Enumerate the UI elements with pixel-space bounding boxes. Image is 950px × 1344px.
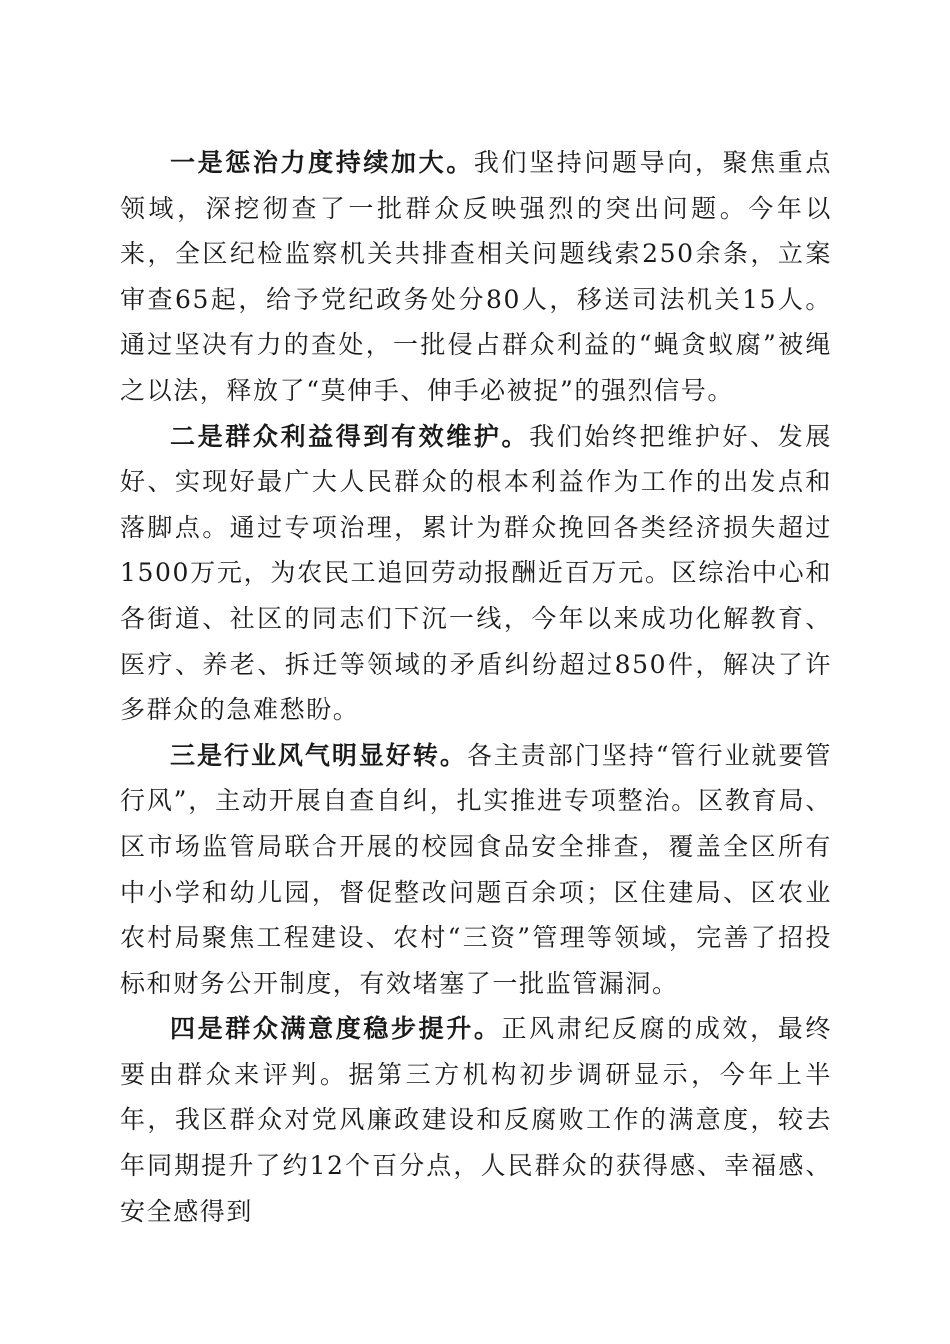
paragraph-4-lead: 四是群众满意度稳步提升。	[170, 1014, 502, 1044]
paragraph-3	[120, 733, 832, 1007]
paragraph-1	[120, 140, 832, 414]
paragraph-2	[120, 414, 832, 733]
paragraph-1-body: 我们坚持问题导向，聚焦重点领域，深挖彻查了一批群众反映强烈的突出问题。今年以来，全区纪检监察机关共排查相关问题线索250余条，立案审查65起，给予党纪政务处分80人，移送司法机关15人。通过坚决有力的查处，一批侵占群众利益的“蝇贪蚁腐”被绳之以法，释放了“莫伸手、伸手必被捉”的强烈信号。	[120, 148, 832, 405]
paragraph-1-lead: 一是惩治力度持续加大。	[170, 148, 474, 177]
paragraph-2-body: 我们始终把维护好、发展好、实现好最广大人民群众的根本利益作为工作的出发点和落脚点。通过专项治理，累计为群众挽回各类经济损失超过1500万元，为农民工追回劳动报酬近百万元。区综治中心和各街道、社区的同志们下沉一线，今年以来成功化解教育、医疗、养老、拆迁等领域的矛盾纠纷超过850件，解决了许多群众的急难愁盼。	[120, 421, 832, 725]
paragraph-4-body: 正风肃纪反腐的成效，最终要由群众来评判。据第三方机构初步调研显示，今年上半年，我区群众对党风廉政建设和反腐败工作的满意度，较去年同期提升了约12个百分点，人民群众的获得感、幸福感、安全感得到	[120, 1014, 833, 1226]
paragraph-2-lead: 二是群众利益得到有效维护。	[170, 421, 530, 451]
paragraph-3-body: 各主责部门坚持“管行业就要管行风”，主动开展自查自纠，扎实推进专项整治。区教育局、区市场监管局联合开展的校园食品安全排查，覆盖全区所有中小学和幼儿园，督促整改问题百余项；区住建局、区农业农村局聚焦工程建设、农村“三资”管理等领域，完善了招投标和财务公开制度，有效堵塞了一批监管漏洞。	[120, 740, 832, 998]
paragraph-4	[120, 1006, 832, 1234]
paragraph-3-lead: 三是行业风气明显好转。	[170, 740, 467, 770]
document-body	[120, 140, 832, 1234]
